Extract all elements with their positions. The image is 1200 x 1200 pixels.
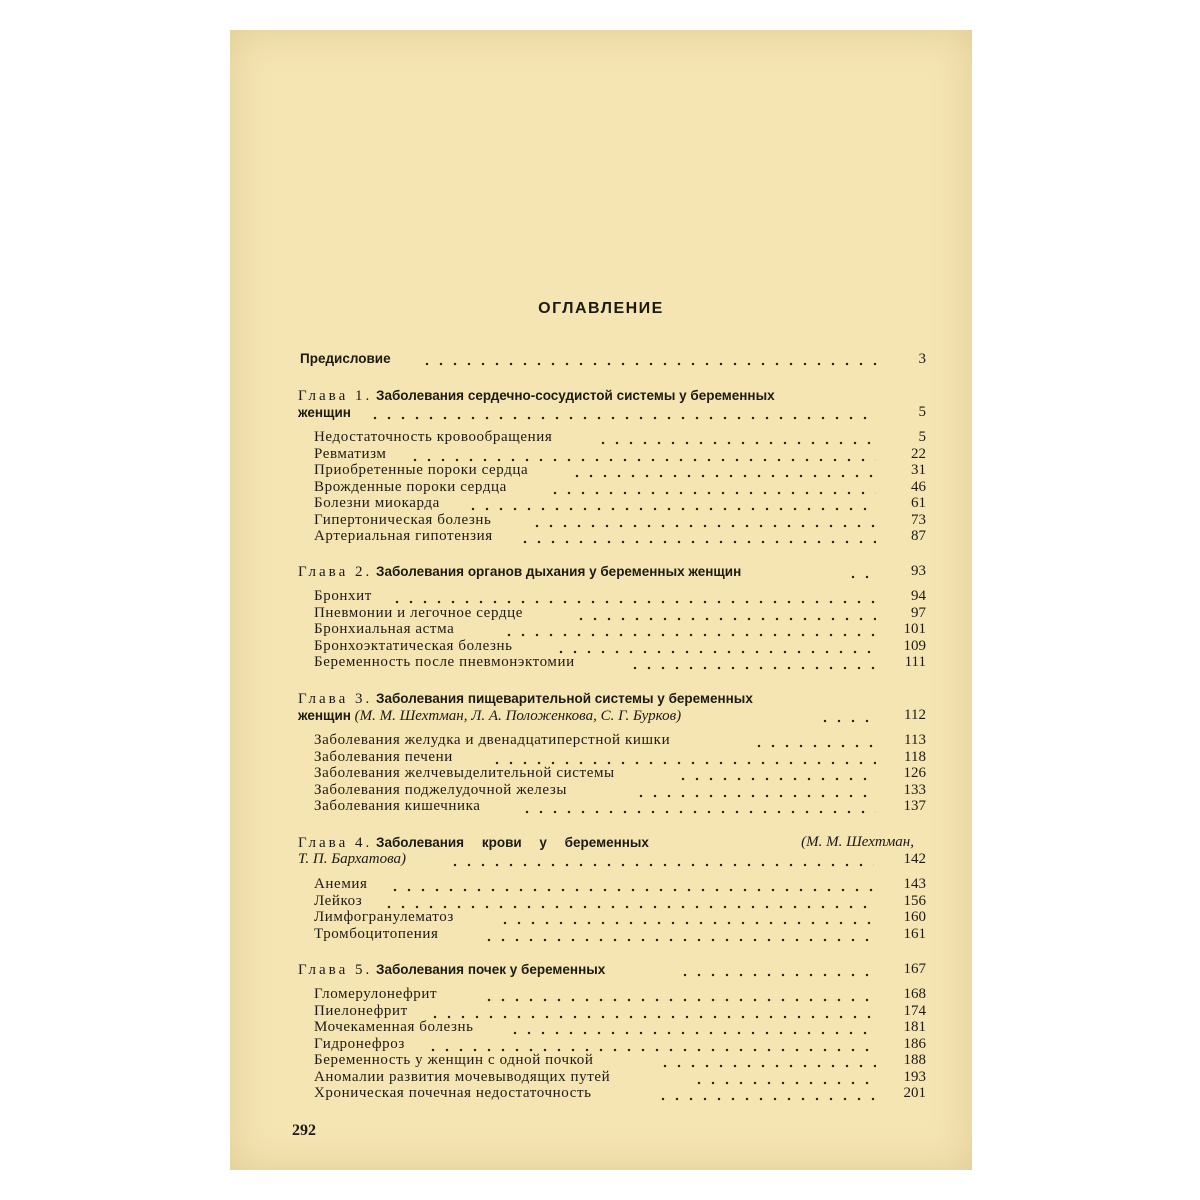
chapter-3: [298, 690, 926, 815]
entry-page: 174: [903, 1002, 926, 1019]
toc-entry: [298, 462, 926, 479]
dot-leader: [482, 986, 876, 1002]
dot-leader: [554, 638, 876, 654]
dot-leader: [490, 749, 876, 765]
dot-leader: [466, 495, 876, 511]
entry-label: Беременность у женщин с одной почкой: [314, 1052, 594, 1068]
chapter-title: Заболевания крови у беременных: [375, 835, 649, 850]
entry-label: Хроническая почечная недостаточность: [314, 1085, 592, 1101]
entry-page: 97: [911, 604, 926, 621]
toc-entry: [298, 798, 926, 815]
toc-entry: [298, 605, 926, 622]
entry-label: Анемия: [314, 876, 368, 892]
dot-leader: [426, 1036, 876, 1052]
entry-label: Гипертоническая болезнь: [314, 511, 492, 528]
toc-entry: [298, 512, 926, 529]
entry-label: Ревматизм: [314, 445, 387, 462]
chapter-prefix: Глава 4.: [298, 835, 373, 851]
entry-label: Заболевания желудка и двенадцатиперстной кишки: [314, 732, 671, 748]
dot-leader: [634, 782, 876, 798]
chapter-page: 167: [903, 961, 926, 977]
entry-page: 186: [903, 1035, 926, 1052]
entry-page: 133: [903, 781, 926, 798]
dot-leader: [388, 876, 876, 892]
entry-page: 126: [903, 765, 926, 781]
toc-entry: [298, 1019, 926, 1036]
dot-leader: [818, 707, 874, 723]
entry-page: 201: [903, 1085, 926, 1101]
toc-entry: [298, 782, 926, 799]
chapter-page: 142: [903, 851, 926, 867]
toc-entry: [298, 1085, 926, 1102]
preface-entry: [300, 350, 926, 368]
dot-leader: [658, 1052, 876, 1068]
entry-label: Гидронефроз: [314, 1035, 405, 1052]
toc-entry: [298, 765, 926, 782]
chapter-prefix: Глава 2.: [298, 564, 373, 580]
entry-page: 161: [903, 925, 926, 942]
entry-label: Заболевания желчевыделительной системы: [314, 765, 615, 781]
entry-page: 137: [903, 798, 926, 814]
entry-label: Лейкоз: [314, 892, 363, 909]
toc-entry: [298, 909, 926, 926]
chapter-title: Заболевания органов дыхания у беременных женщин: [375, 564, 742, 579]
entry-page: 101: [903, 621, 926, 637]
chapter-4: [298, 834, 926, 942]
entry-page: 111: [904, 654, 926, 670]
toc-entry: [298, 638, 926, 655]
dot-leader: [390, 588, 876, 604]
dot-leader: [420, 350, 880, 366]
entry-page: 193: [903, 1068, 926, 1085]
dot-leader: [596, 429, 876, 445]
chapter-2: [298, 563, 926, 671]
entry-label: Лимфогранулематоз: [314, 909, 454, 925]
dot-leader: [498, 909, 876, 925]
dot-leader: [408, 446, 876, 462]
chapter-page: 5: [918, 404, 926, 420]
dot-leader: [676, 765, 876, 781]
page-title: ОГЛАВЛЕНИЕ: [538, 300, 664, 317]
chapter-page: 112: [904, 707, 926, 723]
entry-page: 168: [903, 986, 926, 1002]
entry-page: 188: [903, 1052, 926, 1068]
toc-entry: [298, 893, 926, 910]
toc-entry: [298, 429, 926, 446]
chapter-prefix: Глава 1.: [298, 388, 373, 404]
entry-page: 113: [904, 732, 926, 748]
preface-page: 3: [918, 351, 926, 367]
dot-leader: [508, 1019, 876, 1035]
toc-entry: [298, 479, 926, 496]
dot-leader: [502, 621, 876, 637]
chapter-prefix: Глава 3.: [298, 691, 373, 707]
toc-entry: [298, 986, 926, 1003]
entry-page: 22: [911, 445, 926, 462]
dot-leader: [752, 732, 876, 748]
chapter-5: [298, 961, 926, 1102]
entry-label: Гломерулонефрит: [314, 986, 438, 1002]
dot-leader: [570, 462, 876, 478]
entry-page: 46: [911, 478, 926, 495]
dot-leader: [482, 926, 876, 942]
chapter-authors-cont: Т. П. Бархатова): [298, 851, 406, 867]
chapter-title-cont: женщин: [298, 405, 351, 420]
dot-leader: [574, 605, 876, 621]
dot-leader: [628, 654, 876, 670]
dot-leader: [520, 798, 876, 814]
entry-page: 109: [903, 637, 926, 654]
entry-label: Заболевания кишечника: [314, 798, 481, 814]
chapter-page: 93: [911, 563, 926, 579]
toc-entry: [298, 446, 926, 463]
toc-entry: [298, 621, 926, 638]
entry-page: 87: [911, 528, 926, 544]
dot-leader: [692, 1069, 876, 1085]
entry-label: Врожденные пороки сердца: [314, 478, 507, 495]
dot-leader: [448, 851, 874, 867]
preface-label: Предисловие: [300, 351, 391, 366]
dot-leader: [382, 893, 876, 909]
entry-label: Приобретенные пороки сердца: [314, 462, 529, 478]
toc-entry: [298, 528, 926, 545]
dot-leader: [656, 1085, 876, 1101]
entry-page: 156: [903, 892, 926, 909]
entry-page: 5: [918, 429, 926, 445]
entry-label: Тромбоцитопения: [314, 925, 439, 942]
chapter-title: Заболевания сердечно-сосудистой системы у беременных: [375, 388, 775, 403]
dot-leader: [518, 528, 876, 544]
chapter-authors: (М. М. Шехтман, Л. А. Положенкова, С. Г. Бурков): [354, 708, 682, 724]
toc-entry: [298, 876, 926, 893]
entry-label: Артериальная гипотензия: [314, 528, 493, 544]
dot-leader: [428, 1003, 876, 1019]
dot-leader: [846, 563, 874, 579]
entry-page: 181: [903, 1019, 926, 1035]
dot-leader: [548, 479, 876, 495]
dot-leader: [368, 404, 868, 420]
chapter-title-cont: женщин: [298, 708, 351, 723]
entry-page: 143: [903, 876, 926, 892]
toc-entry: [298, 732, 926, 749]
chapter-authors: (М. М. Шехтман,: [801, 834, 914, 850]
toc-entry: [298, 1052, 926, 1069]
entry-label: Беременность после пневмонэктомии: [314, 654, 575, 670]
entry-label: Бронхиальная астма: [314, 621, 455, 637]
entry-page: 61: [911, 495, 926, 511]
entry-page: 160: [903, 909, 926, 925]
toc-entry: [298, 654, 926, 671]
dot-leader: [530, 512, 876, 528]
entry-label: Аномалии развития мочевыводящих путей: [314, 1068, 611, 1085]
page-number: 292: [292, 1122, 316, 1139]
chapter-title: Заболевания пищеварительной системы у беременных: [375, 691, 753, 706]
entry-label: Мочекаменная болезнь: [314, 1019, 474, 1035]
chapter-1: [298, 387, 926, 545]
book-page: [230, 30, 972, 1170]
toc-entry: [298, 749, 926, 766]
entry-label: Пиелонефрит: [314, 1002, 408, 1019]
entry-page: 118: [904, 748, 926, 765]
entry-label: Бронхит: [314, 588, 372, 604]
dot-leader: [678, 961, 874, 977]
toc-entry: [298, 495, 926, 512]
entry-label: Болезни миокарда: [314, 495, 440, 511]
toc-entry: [298, 1036, 926, 1053]
toc-entry: [298, 588, 926, 605]
entry-label: Заболевания поджелудочной железы: [314, 781, 568, 798]
entry-label: Недостаточность кровообращения: [314, 429, 553, 445]
entry-label: Бронхоэктатическая болезнь: [314, 637, 513, 654]
chapter-prefix: Глава 5.: [298, 962, 373, 978]
toc-entry: [298, 1003, 926, 1020]
chapter-title: Заболевания почек у беременных: [375, 962, 606, 977]
entry-page: 94: [911, 588, 926, 604]
entry-page: 73: [911, 511, 926, 528]
entry-label: Заболевания печени: [314, 748, 453, 765]
entry-label: Пневмонии и легочное сердце: [314, 604, 523, 621]
toc-entry: [298, 926, 926, 943]
entry-page: 31: [911, 462, 926, 478]
toc-entry: [298, 1069, 926, 1086]
